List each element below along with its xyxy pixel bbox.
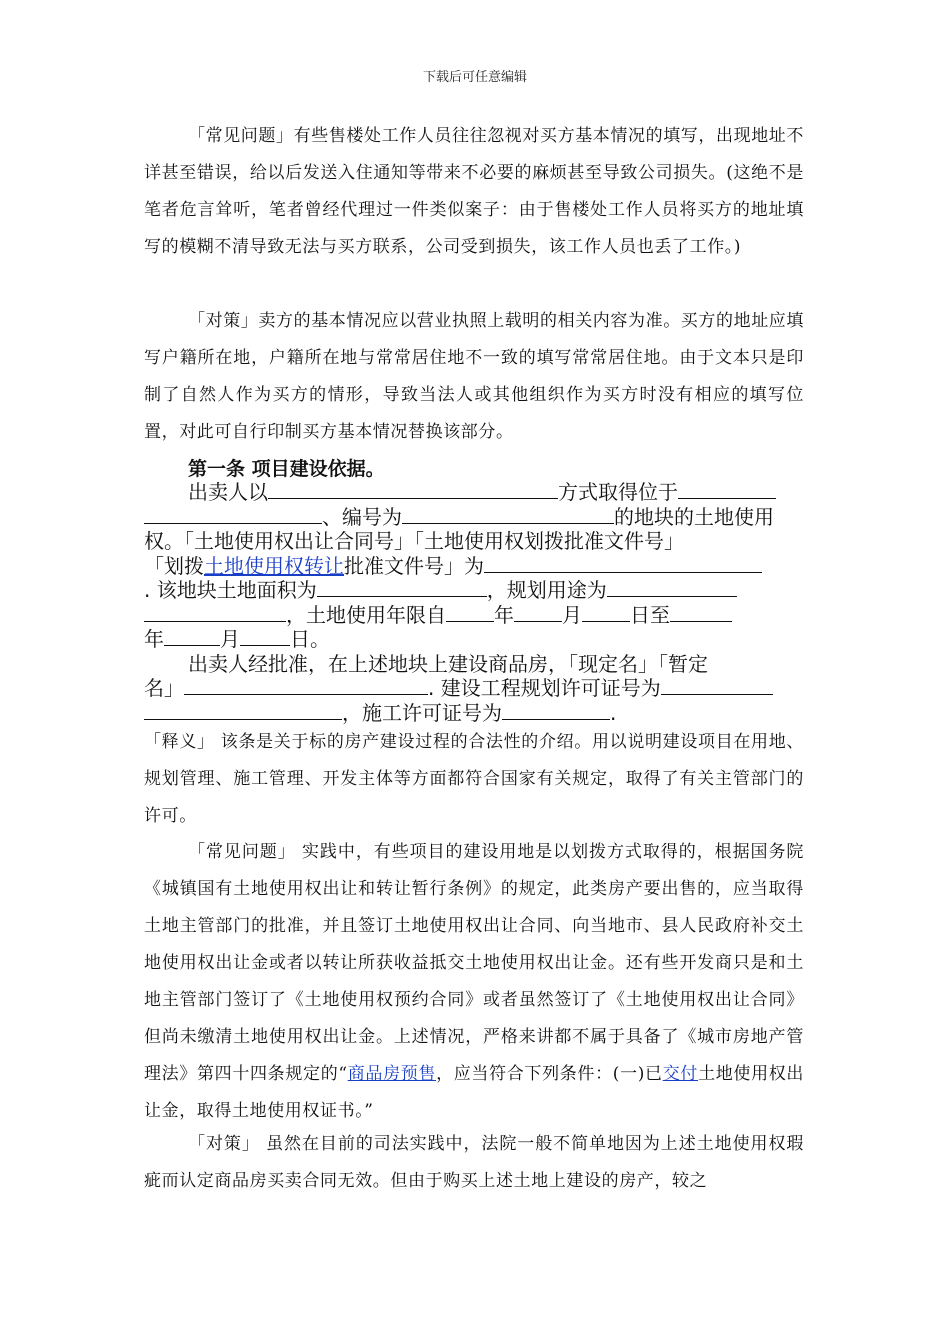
form-text: 出卖人以	[188, 480, 268, 504]
fill-blank[interactable]	[514, 603, 562, 622]
paragraph-common-issue-1: 「常见问题」有些售楼处工作人员往往忽视对买方基本情况的填写，出现地址不详甚至错误，给以后发送入住通知等带来不必要的麻烦甚至导致公司损失。(这绝不是笔者危言耸听，笔者曾经代理过一件类似案子：由于售楼处工作人员将买方的地址填写的模糊不清导致无法与买方联系，公司受到损失，该工作人员也丢了工作。)	[144, 126, 804, 257]
form-text: 年	[144, 627, 164, 651]
fill-blank[interactable]	[484, 554, 762, 573]
form-text: .	[610, 700, 617, 725]
fill-blank[interactable]	[240, 627, 290, 646]
form-text: 权。「土地使用权出让合同号」「土地使用权划拨批准文件号」	[144, 529, 684, 553]
page-header: 下载后可任意编辑	[422, 70, 527, 85]
paragraph-countermeasure-2: 「对策」 虽然在目前的司法实践中，法院一般不简单地因为上述土地使用权瑕疵而认定商品房买卖合同无效。但由于购买上述土地上建设的房产，较之	[144, 1134, 804, 1191]
link-land-use-right-transfer[interactable]: 土地使用权转让	[204, 553, 344, 578]
fill-blank[interactable]	[317, 578, 487, 597]
article-1-form	[144, 480, 804, 725]
paragraph-common-issue-2	[144, 834, 804, 1130]
fill-blank[interactable]	[164, 627, 220, 646]
paragraph-countermeasure-1: 「对策」卖方的基本情况应以营业执照上载明的相关内容为准。买方的地址应填写户籍所在地，户籍所在地与常常居住地不一致的填写常常居住地。由于文本只是印制了自然人作为买方的情形，导致当法人或其他组织作为买方时没有相应的填写位置，对此可自行印制买方基本情况替换该部分。	[144, 311, 804, 442]
form-text: 的地块的土地使用	[614, 504, 774, 529]
form-text: . 建设工程规划许可证号为	[428, 676, 661, 700]
link-delivery[interactable]: 交付	[662, 1064, 699, 1084]
fill-blank[interactable]	[446, 603, 494, 622]
form-text: 月	[562, 602, 582, 627]
fill-blank[interactable]	[582, 603, 630, 622]
fill-blank[interactable]	[502, 701, 610, 720]
fill-blank[interactable]	[678, 480, 776, 499]
fill-blank[interactable]	[144, 701, 342, 720]
fill-blank[interactable]	[184, 676, 428, 695]
fill-blank[interactable]	[144, 505, 322, 524]
form-text: 「划拨	[144, 553, 204, 578]
form-text: 方式取得位于	[558, 480, 678, 504]
form-text: 名」	[144, 676, 184, 700]
paragraph-text: 土地使用权出让金，取得土地使用权证书。”	[144, 1064, 805, 1121]
form-text: 日。	[290, 627, 330, 651]
fill-blank[interactable]	[670, 603, 732, 622]
form-text: 、编号为	[322, 504, 402, 529]
link-commercial-presale[interactable]: 商品房预售	[347, 1064, 437, 1084]
form-text: ，施工许可证号为	[342, 700, 502, 725]
form-text: ，规划用途为	[486, 578, 607, 602]
paragraph-text: 「常见问题」 实践中，有些项目的建设用地是以划拨方式取得的，根据国务院《城镇国有土地使用权出让和转让暂行条例》的规定，此类房产要出售的，应当取得土地主管部门的批准，并且签订土地使用权出让合同、向当地市、县人民政府补交土地使用权出让金或者以转让所获收益抵交土地使用权出让金。还有些开发商只是和土地主管部门签订了《土地使用权预约合同》或者虽然签订了《土地使用权出让合同》但尚未缴清土地使用权出让金。上述情况，严格来讲都不属于具备了《城市房地产管理法》第四十四条规定的“	[144, 842, 804, 1084]
fill-blank[interactable]	[607, 578, 737, 597]
form-text: 日至	[630, 602, 670, 627]
fill-blank[interactable]	[661, 676, 773, 695]
paragraph-text: ，应当符合下列条件：(一)已	[436, 1064, 663, 1084]
form-text: 年	[494, 602, 514, 627]
fill-blank[interactable]	[268, 480, 558, 499]
article-title: 第一条 项目建设依据。	[188, 458, 385, 480]
form-text: . 该地块土地面积为	[144, 578, 317, 602]
form-text: 批准文件号」为	[344, 553, 484, 578]
form-text: 出卖人经批准，在上述地块上建设商品房，「现定名」「暂定	[188, 651, 708, 676]
form-text: ，土地使用年限自	[286, 602, 446, 627]
fill-blank[interactable]	[402, 505, 614, 524]
fill-blank[interactable]	[144, 603, 286, 622]
paragraph-interpretation: 「释义」 该条是关于标的房产建设过程的合法性的介绍。用以说明建设项目在用地、规划管理、施工管理、开发主体等方面都符合国家有关规定，取得了有关主管部门的许可。	[144, 732, 804, 826]
form-text: 月	[220, 627, 240, 651]
